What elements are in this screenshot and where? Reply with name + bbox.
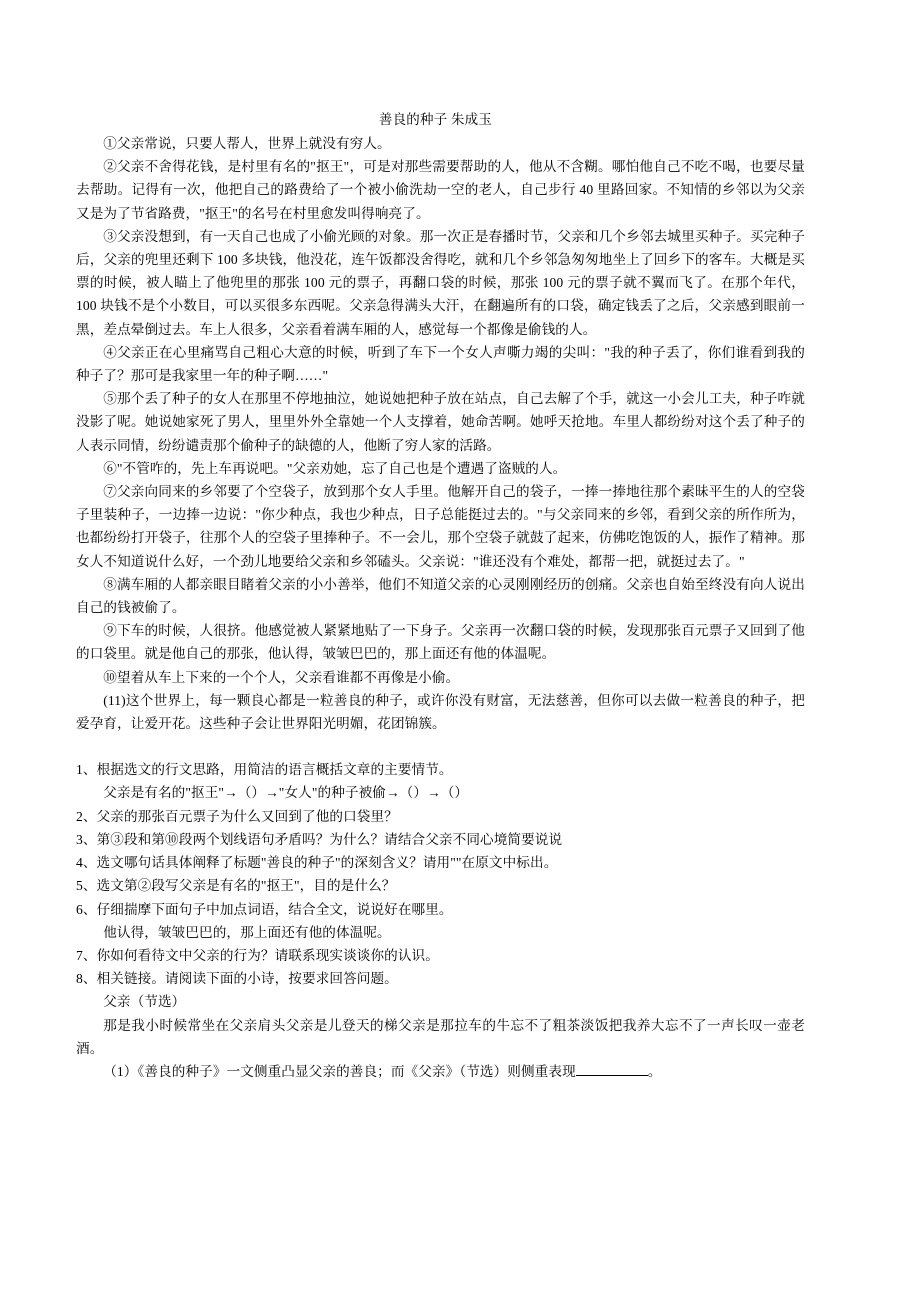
question-8-sub-1 [76, 1060, 805, 1083]
paragraph-5: ⑤那个丢了种子的女人在那里不停地抽泣，她说她把种子放在站点，自己去解了个手，就这一小会儿工夫，种子咋就没影了呢。她说她家死了男人，里里外外全靠她一个人支撑着，她命苦啊。她呼天抢地。车里人都纷纷对这个丢了种子的人表示同情，纷纷谴责那个偷种子的缺德的人，他断了穷人家的活路。 [76, 391, 805, 453]
question-8: 8、相关链接。请阅读下面的小诗，按要求回答问题。 [76, 971, 398, 987]
poem-body: 那是我小时候常坐在父亲肩头父亲是儿登天的梯父亲是那拉车的牛忘不了粗茶淡饭把我养大忘不了一声长叹一壶老酒。 [76, 1017, 805, 1056]
answer-blank[interactable] [576, 1062, 648, 1076]
page-title: 善良的种子 朱成玉 [378, 112, 493, 127]
paragraph-11: (11)这个世界上，每一颗良心都是一粒善良的种子，或许你没有财富，无法慈善，但你可以去做一粒善良的种子，把爱孕育，让爱开花。这些种子会让世界阳光明媚，花团锦簇。 [76, 692, 805, 732]
paragraph-1: ①父亲常说，只要人帮人，世界上就没有穷人。 [103, 136, 391, 151]
question-3: 3、第③段和第⑩段两个划线语句矛盾吗？为什么？请结合父亲不同心境简要说说 [76, 831, 563, 847]
article-body [76, 132, 805, 735]
poem-title: 父亲（节选） [103, 994, 186, 1010]
question-4: 4、选文哪句话具体阐释了标题"善良的种子"的深刻含义？请用""在原文中标出。 [76, 855, 558, 871]
paragraph-9: ⑨下车的时候，人很挤。他感觉被人紧紧地贴了一下身子。父亲再一次翻口袋的时候，发现那张百元票子又回到了他的口袋里。就是他自己的那张，他认得，皱皱巴巴的，那上面还有他的体温呢。 [76, 623, 805, 662]
paragraph-3: ③父亲没想到，有一天自己也成了小偷光顾的对象。那一次正是春播时节，父亲和几个乡邻去城里买种子。买完种子后，父亲的兜里还剩下 100 多块钱，他没花，连午饭都没舍得吃，就和几个乡邻急匆匆地坐上了回乡下的客车。大概是买票的时候，被人瞄上了他兜里的那张 100 元的票子，再翻口袋的时候，那张 100 元的票子就不翼而飞了。在那个年代，100 块钱不是个小数目，可以买很多东西呢。父亲急得满头大汗，在翻遍所有的口袋，确定钱丢了之后，父亲感到眼前一黑，差点晕倒过去。车上人很多，父亲看着满车厢的人，感觉每一个都像是偷钱的人。 [76, 228, 805, 337]
question-list [76, 758, 805, 1083]
paragraph-2: ②父亲不舍得花钱，是村里有名的"抠王"，可是对那些需要帮助的人，他从不含糊。哪怕他自己不吃不喝，也要尽量去帮助。记得有一次，他把自己的路费给了一个被小偷洗劫一空的老人，自己步行 40 里路回家。不知情的乡邻以为父亲又是为了节省路费，"抠王"的名号在村里愈发叫得响亮了。 [76, 159, 805, 221]
question-6: 6、仔细揣摩下面句子中加点词语，结合全文，说说好在哪里。 [76, 901, 453, 917]
paragraph-7: ⑦父亲向同来的乡邻要了个空袋子，放到那个女人手里。他解开自己的袋子，一捧一捧地往那个素昧平生的人的空袋子里装种子，一边捧一边说："你少种点，我也少种点，日子总能挺过去的。"与父亲同来的乡邻，看到父亲的所作所为，也都纷纷打开袋子，往那个人的空袋子里捧种子。不一会儿，那个空袋子就鼓了起来，仿佛吃饱饭的人，振作了精神。那女人不知道说什么好，一个劲儿地要给父亲和乡邻磕头。父亲说："谁还没有个难处，都帮一把，就挺过去了。" [76, 484, 805, 569]
question-2: 2、父亲的那张百元票子为什么又回到了他的口袋里？ [76, 808, 398, 824]
paragraph-4: ④父亲正在心里痛骂自己粗心大意的时候，听到了车下一个女人声嘶力竭的尖叫："我的种子丢了，你们谁看到我的种子了？那可是我家里一年的种子啊……" [76, 344, 805, 384]
question-8-sub-1-suffix: 。 [647, 1063, 662, 1079]
paragraph-6: ⑥"不管咋的，先上车再说吧。"父亲劝她，忘了自己也是个遭遇了盗贼的人。 [103, 460, 567, 476]
question-6-quote: 他认得，皱皱巴巴的，那上面还有他的体温呢。 [103, 924, 391, 940]
question-7: 7、你如何看待文中父亲的行为？请联系现实谈谈你的认识。 [76, 947, 439, 963]
question-1-flow: 父亲是有名的"抠王"→（）→"女人"的种子被偷→（）→（） [103, 785, 469, 801]
question-5: 5、选文第②段写父亲是有名的"抠王"，目的是什么？ [76, 878, 396, 894]
question-1: 1、根据选文的行文思路，用简洁的语言概括文章的主要情节。 [76, 762, 453, 778]
paragraph-8: ⑧满车厢的人都亲眼目睹着父亲的小小善举，他们不知道父亲的心灵刚刚经历的创痛。父亲也自始至终没有向人说出自己的钱被偷了。 [76, 576, 805, 616]
paragraph-10: ⑩望着从车上下来的一个个人，父亲看谁都不再像是小偷。 [103, 669, 460, 685]
question-8-sub-1-prefix: （1）《善良的种子》一文侧重凸显父亲的善良；而《父亲》（节选）则侧重表现 [103, 1063, 576, 1079]
section-spacer [76, 735, 805, 758]
